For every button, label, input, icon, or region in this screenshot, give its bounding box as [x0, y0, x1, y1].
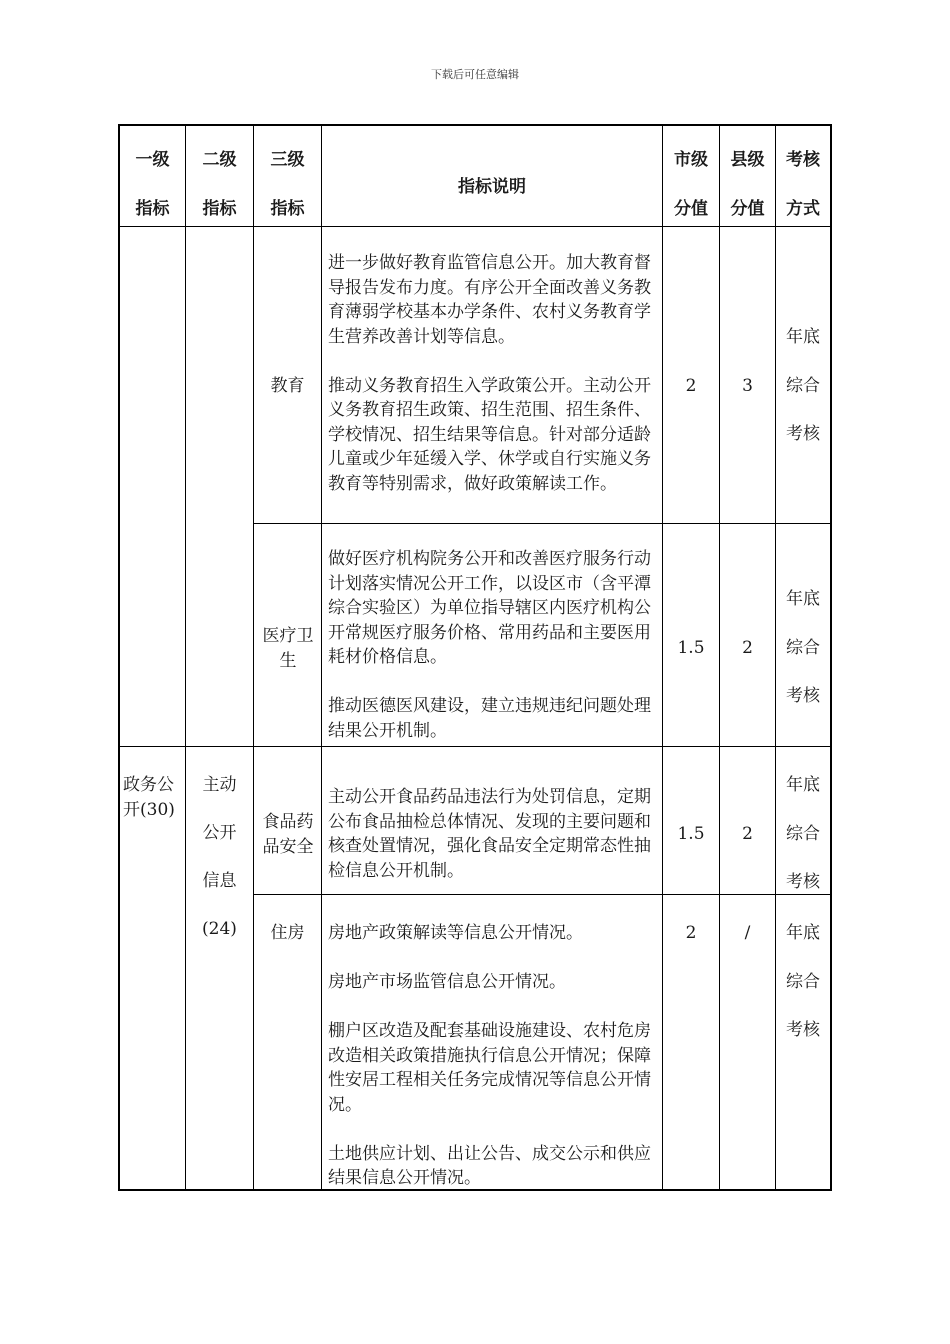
- method-food-drug-safety: 年底 综合 考核: [786, 775, 820, 892]
- county-score-education: 3: [742, 376, 753, 396]
- row-divider: [253, 894, 830, 895]
- county-score-housing: /: [744, 923, 751, 943]
- header-note: 下载后可任意编辑: [431, 68, 519, 81]
- method-housing: 年底 综合 考核: [786, 923, 820, 1040]
- county-score-healthcare: 2: [742, 638, 753, 658]
- city-score-healthcare: 1.5: [677, 638, 705, 658]
- description-food-drug-safety: 主动公开食品药品违法行为处罚信息，定期公布食品抽检总体情况、发现的主要问题和核查处置情况，强化食品安全定期常态性抽检信息公开机制。: [328, 787, 651, 881]
- header-city-score: 市级 分值: [674, 150, 708, 219]
- row-divider: [120, 746, 830, 747]
- row-divider: [120, 226, 830, 227]
- indicator-table: [118, 124, 832, 1191]
- header-description: 指标说明: [458, 177, 526, 197]
- method-education: 年底 综合 考核: [786, 327, 820, 444]
- col-divider: [321, 126, 322, 1189]
- header-level2: 二级 指标: [202, 150, 237, 219]
- level3-food-drug-safety: 食品药品安全: [262, 812, 314, 857]
- header-county-score: 县级 分值: [730, 150, 765, 219]
- level1-indicator: 政务公 开(30): [123, 775, 175, 820]
- level3-housing: 住房: [270, 923, 305, 943]
- city-score-housing: 2: [685, 923, 697, 943]
- level3-healthcare: 医疗卫生: [262, 626, 314, 671]
- description-housing: 房地产政策解读等信息公开情况。 房地产市场监管信息公开情况。 棚户区改造及配套基础设施建设、农村危房改造相关政策措施执行信息公开情况；保障性安居工程相关任务完成情况等信息公开情况。 土地供应计划、出让公告、成交公示和供应结果信息公开情况。: [328, 923, 651, 1188]
- city-score-food-drug-safety: 1.5: [677, 824, 705, 844]
- level3-education: 教育: [270, 376, 305, 396]
- col-divider: [253, 126, 254, 1189]
- county-score-food-drug-safety: 2: [742, 824, 753, 844]
- header-method: 考核 方式: [786, 150, 820, 219]
- row-divider: [253, 523, 830, 524]
- method-healthcare: 年底 综合 考核: [786, 589, 820, 706]
- description-healthcare: 做好医疗机构院务公开和改善医疗服务行动计划落实情况公开工作，以设区市（含平潭综合实验区）为单位指导辖区内医疗机构公开常规医疗服务价格、常用药品和主要医用耗材价格信息。 推动医德医风建设，建立违规违纪问题处理结果公开机制。: [328, 549, 651, 741]
- level2-indicator: 主动 公开 信息 (24): [202, 775, 237, 939]
- header-level1: 一级 指标: [135, 150, 170, 219]
- header-level3: 三级 指标: [270, 150, 305, 219]
- col-divider: [185, 126, 186, 1189]
- description-education: 进一步做好教育监管信息公开。加大教育督导报告发布力度。有序公开全面改善义务教育薄弱学校基本办学条件、农村义务教育学生营养改善计划等信息。 推动义务教育招生入学政策公开。主动公开义务教育招生政策、招生范围、招生条件、学校情况、招生结果等信息。针对部分适龄儿童或少年延缓入学、休学或自行实施义务教育等特别需求，做好政策解读工作。: [328, 253, 651, 494]
- city-score-education: 2: [685, 376, 697, 396]
